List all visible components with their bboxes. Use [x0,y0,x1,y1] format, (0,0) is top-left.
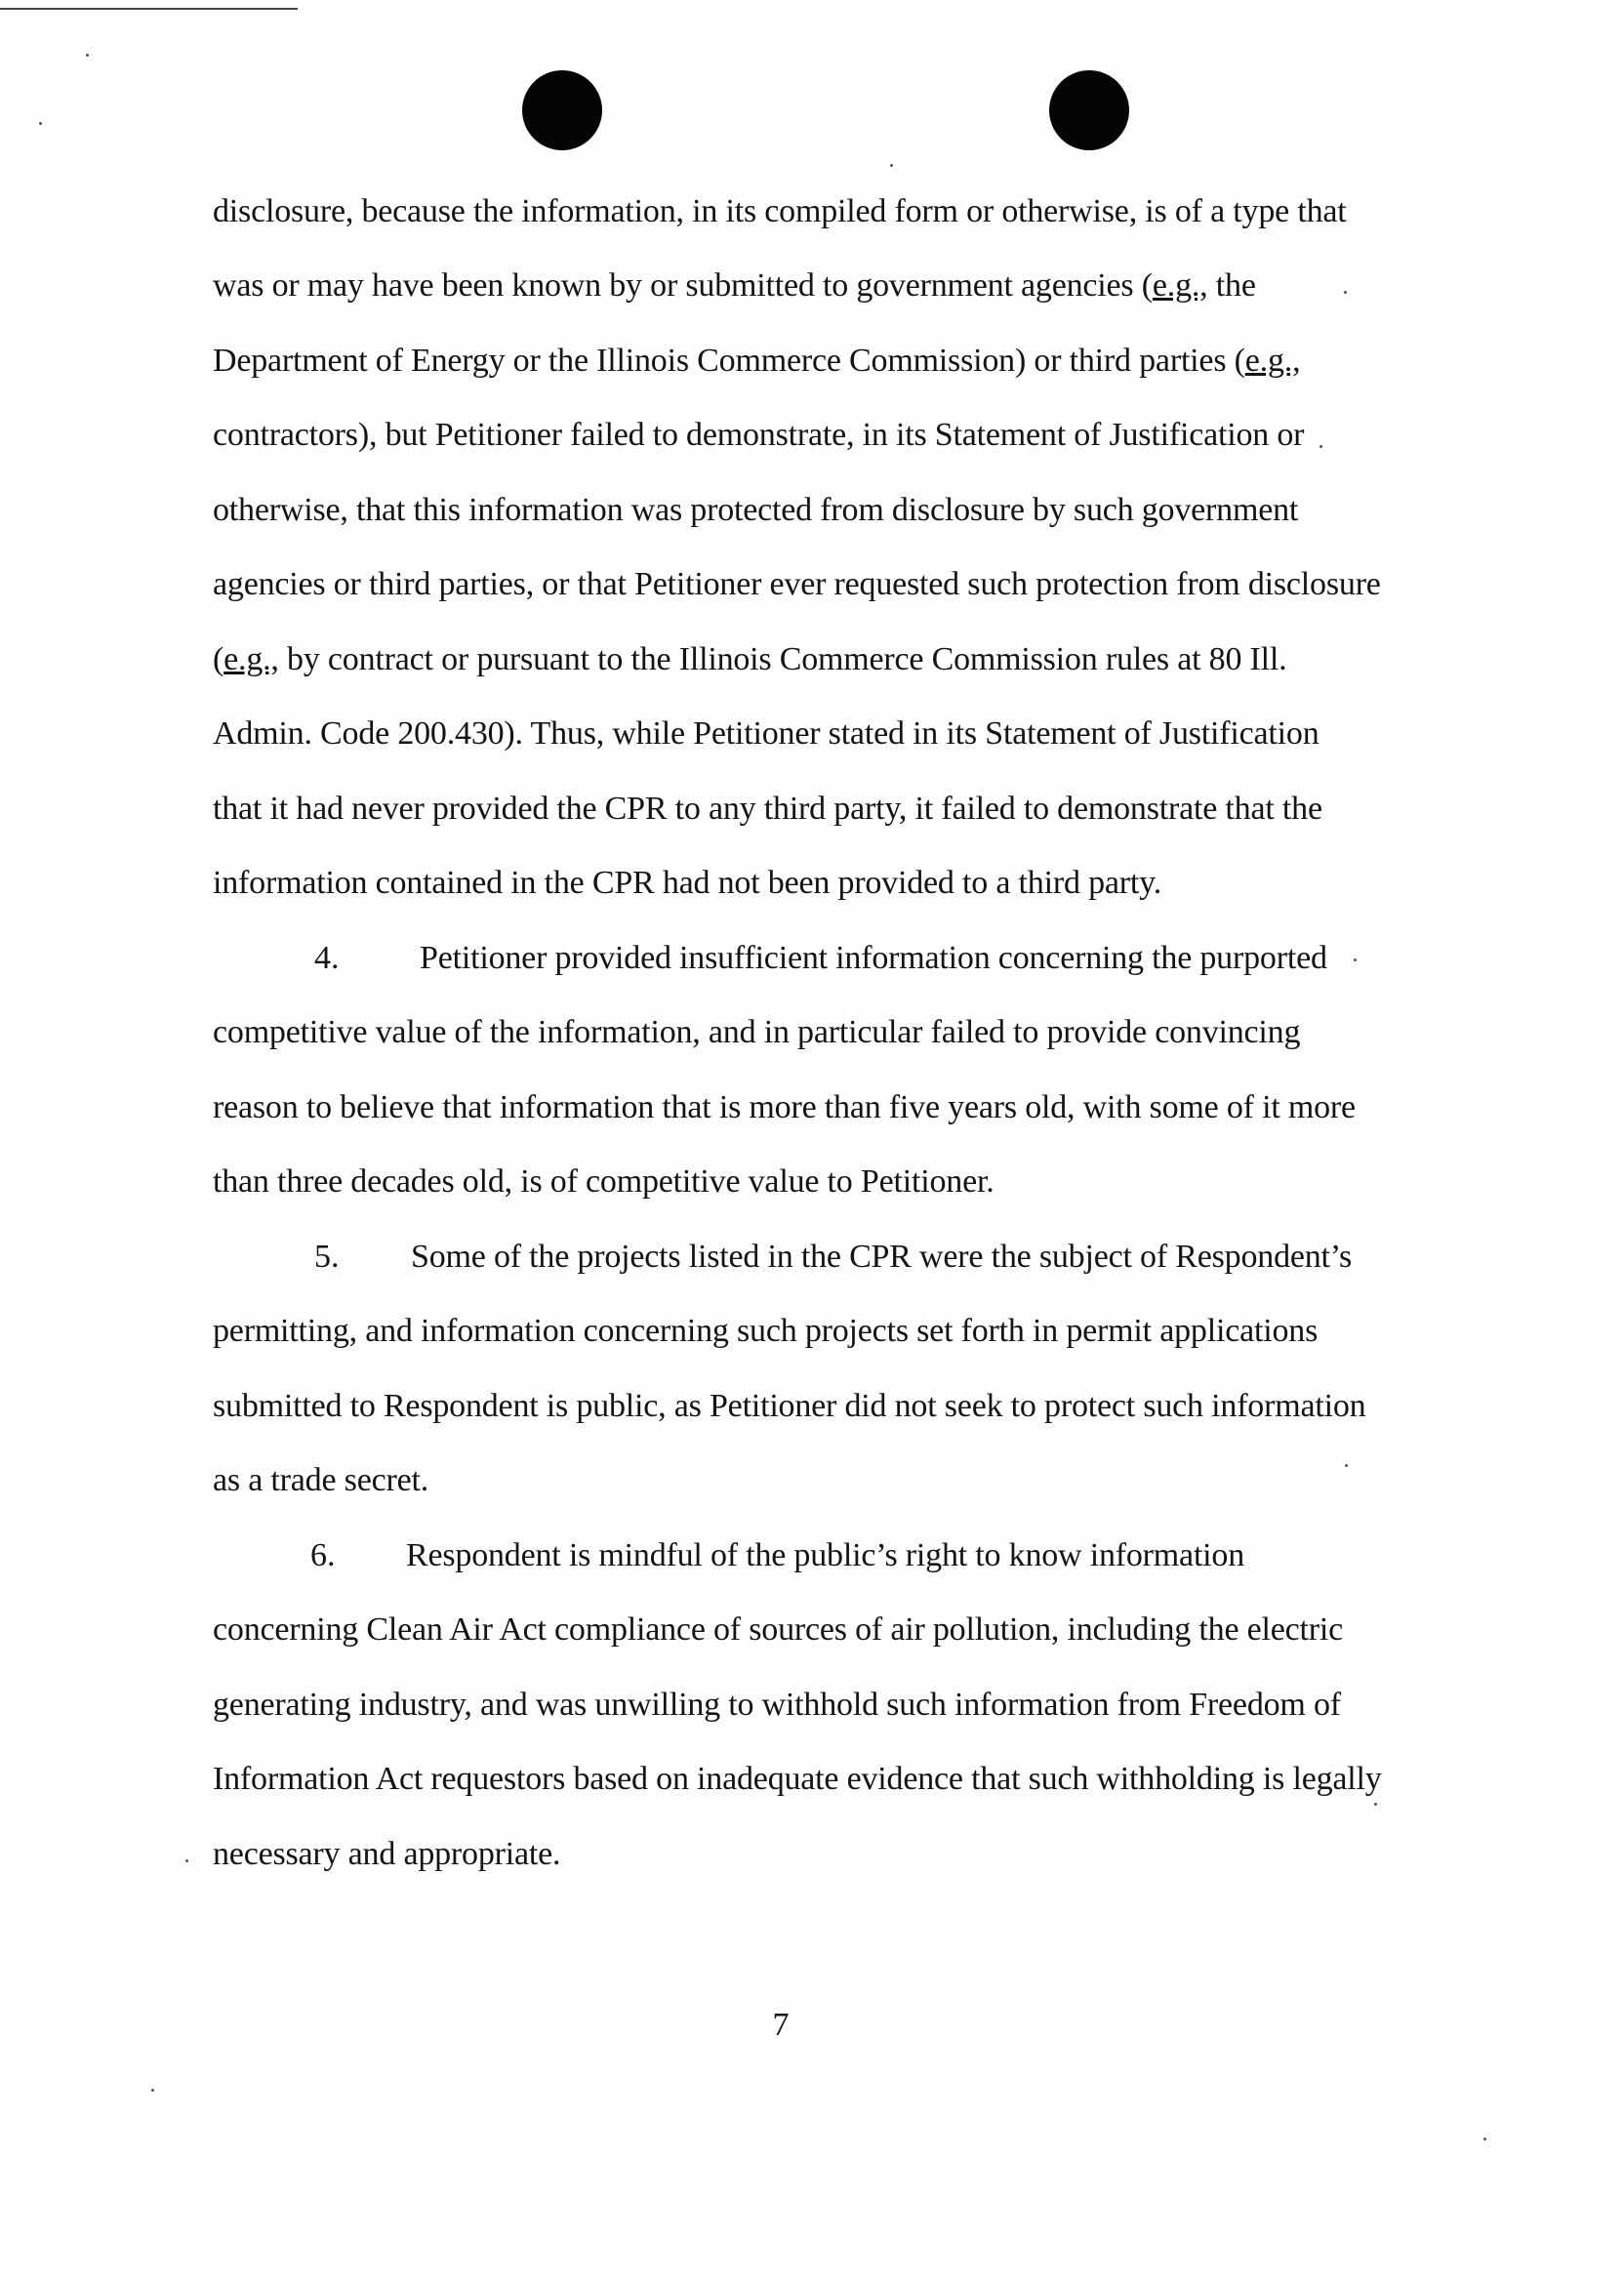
line-text: permitting, and information concerning such projects set forth in permit applications [213,1313,1319,1349]
body-line [213,1760,1382,1799]
line-text: reason to believe that information that is more than five years old, with some of it more [213,1089,1356,1125]
body-line [213,1686,1341,1725]
line-text: ( [213,641,224,677]
eg-abbrev: e.g., [1244,343,1301,379]
scan-speck [890,164,893,167]
line-text: Admin. Code 200.430). Thus, while Petitioner stated in its Statement of Justification [213,715,1320,752]
line-text: that it had never provided the CPR to any third party, it failed to demonstrate that the [213,791,1322,827]
body-line [213,1610,1343,1650]
line-text: competitive value of the information, and in particular failed to provide convincing [213,1014,1301,1050]
body-line [213,266,1256,306]
body-line [213,1835,560,1874]
paragraph-first-line [420,939,1327,978]
line-text: Respondent is mindful of the public’s right to know information [406,1537,1245,1573]
line-text: agencies or third parties, or that Petitioner ever requested such protection from disclosure [213,566,1381,602]
body-line [213,565,1381,604]
line-text: the [1207,267,1256,304]
line-text: was or may have been known by or submitted to government agencies ( [213,267,1153,304]
body-line [213,640,1286,679]
line-text: as a trade secret. [213,1462,429,1498]
line-text: by contract or pursuant to the Illinois Commerce Commission rules at 80 Ill. [278,641,1287,677]
page-number: 7 [772,2007,790,2043]
body-line [213,1387,1365,1426]
scan-speck [86,54,89,57]
line-text: submitted to Respondent is public, as Petitioner did not seek to protect such information [213,1388,1366,1424]
paragraph-number: 6. [310,1537,336,1573]
scan-speck [185,1859,188,1862]
body-line [213,416,1304,455]
scan-speck [151,2089,154,2092]
body-line [213,790,1322,829]
line-text: than three decades old, is of competitive value to Petitioner. [213,1163,995,1200]
scan-speck [1354,958,1357,961]
paragraph-first-line [406,1536,1244,1575]
line-text: necessary and appropriate. [213,1836,561,1872]
line-text: generating industry, and was unwilling to withhold such information from Freedom of [213,1687,1341,1723]
scan-speck [39,122,42,125]
line-text: Department of Energy or the Illinois Commerce Commission) or third parties ( [213,343,1245,379]
body-line [213,1312,1318,1351]
top-edge-rule [0,8,298,10]
paragraph-number: 4. [314,940,340,976]
body-line [213,1461,428,1500]
line-text: contractors), but Petitioner failed to demonstrate, in its Statement of Justification or [213,417,1305,453]
punch-hole-left [522,70,602,150]
paragraph-number: 5. [314,1239,340,1275]
body-line [213,491,1298,530]
scan-speck [1345,1464,1348,1467]
body-line [213,192,1347,231]
line-text: concerning Clean Air Act compliance of sources of air pollution, including the electric [213,1611,1344,1648]
line-text: Information Act requestors based on inadequate evidence that such withholding is legally [213,1761,1382,1797]
scan-speck [1320,445,1322,448]
paragraph-first-line [411,1238,1352,1277]
scan-speck [1344,291,1347,294]
line-text: disclosure, because the information, in its compiled form or otherwise, is of a type that [213,193,1347,229]
punch-hole-right [1049,70,1129,150]
scan-speck [1483,2138,1486,2140]
line-text: otherwise, that this information was protected from disclosure by such government [213,492,1299,528]
line-text: Petitioner provided insufficient information concerning the purported [420,940,1327,976]
body-line [213,342,1300,381]
body-line [213,714,1320,754]
scan-speck [1374,1803,1377,1806]
line-text: Some of the projects listed in the CPR were the subject of Respondent’s [411,1239,1353,1275]
eg-abbrev: e.g., [1152,267,1208,304]
body-line [213,864,1161,903]
body-line [213,1162,995,1202]
eg-abbrev: e.g., [223,641,279,677]
body-line [213,1088,1356,1127]
body-line [213,1013,1300,1052]
line-text: information contained in the CPR had not been provided to a third party. [213,865,1162,901]
